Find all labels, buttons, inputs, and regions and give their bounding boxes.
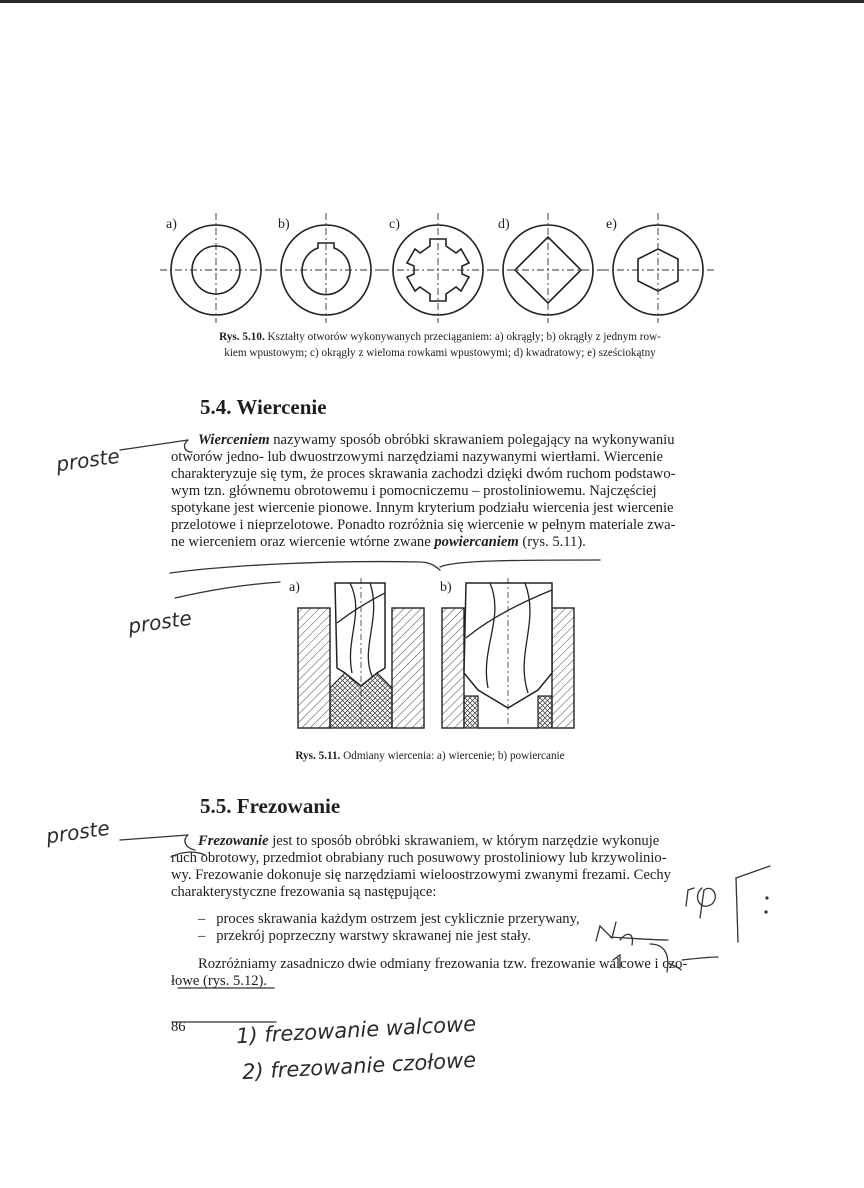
wiercenie-line-6: przelotowe i nieprzelotowe. Ponadto rozróżnia się wiercenie w pełnym materiale zwa-: [171, 517, 676, 533]
section-heading-frezowanie: 5.5. Frezowanie: [200, 794, 341, 818]
frezowanie-line-3: wy. Frezowanie dokonuje się narzędziami wieloostrzowymi zwanymi frezami. Cechy: [171, 867, 671, 883]
figure-5-11-caption-text: Odmiany wiercenia: a) wiercenie; b) powiercanie: [340, 750, 565, 762]
frezowanie-line-1: jest to sposób obróbki skrawaniem, w którym narzędzie wykonuje: [268, 833, 660, 849]
wiercenie-line-5: spotykane jest wiercenie pionowe. Innym kryterium podziału wiercenia jest wiercenie: [171, 500, 674, 516]
page-number: 86: [171, 1019, 186, 1035]
figure-5-10-caption-line-1: Kształty otworów wykonywanych przeciąganiem: a) okrągły; b) okrągły z jednym row-: [267, 331, 661, 343]
fig-label-c: c): [389, 217, 400, 232]
handwritten-note-2: proste: [126, 605, 194, 639]
fig-label-d: d): [498, 217, 510, 232]
figure-5-11-caption-number: Rys. 5.11.: [295, 750, 341, 762]
list-item: – proces skrawania każdym ostrzem jest cyklicznie przerywany,: [198, 911, 580, 927]
fig-label-reaming: b): [440, 580, 452, 595]
frezowanie-line-5: Rozróżniamy zasadniczo dwie odmiany frezowania tzw. frezowanie walcowe i czo-: [198, 956, 688, 972]
handwritten-note-1: proste: [54, 443, 122, 477]
fig-label-e: e): [606, 217, 617, 232]
handwritten-list-1: 1) frezowanie walcowe: [235, 1011, 477, 1049]
wiercenie-line-2: otworów jedno- lub dwuostrzowymi narzędziami nazywanymi wiertłami. Wiercenie: [171, 449, 663, 465]
figure-5-10-caption-line-2: kiem wpustowym; c) okrągły z wieloma rowkami wpustowymi; d) kwadratowy; e) sześciokątny: [224, 347, 656, 359]
term-frezowanie: Frezowanie: [198, 833, 269, 849]
term-wierceniem: Wierceniem: [198, 432, 270, 448]
wiercenie-line-3: charakteryzuje się tym, że proces skrawania zachodzi dzięki dwóm ruchom podstawo-: [171, 466, 676, 482]
frezowanie-line-4: charakterystyczne frezowania są następujące:: [171, 884, 437, 900]
fig-label-drilling: a): [289, 580, 300, 595]
frezowanie-line-2: ruch obrotowy, przedmiot obrabiany ruch posuwowy prostoliniowy lub krzywolinio-: [171, 850, 667, 866]
fig-label-b: b): [278, 217, 290, 232]
reference-rys-5-11: (rys. 5.11).: [518, 534, 586, 550]
wiercenie-line-1: nazywamy sposób obróbki skrawaniem polegający na wykonywaniu: [269, 432, 675, 448]
term-powiercaniem: powiercaniem: [434, 534, 519, 550]
list-item: – przekrój poprzeczny warstwy skrawanej nie jest stały.: [198, 928, 531, 944]
wiercenie-line-4: wym tzn. głównemu obrotowemu i pomocniczemu – prostoliniowemu. Najczęściej: [171, 483, 657, 499]
handwritten-list-2: 2) frezowanie czołowe: [241, 1047, 477, 1085]
wiercenie-line-7: ne wierceniem oraz wiercenie wtórne zwane: [171, 534, 435, 550]
frezowanie-line-6: łowe (rys. 5.12).: [171, 973, 268, 989]
handwritten-note-3: proste: [44, 815, 112, 849]
fig-label-a: a): [166, 217, 177, 232]
section-heading-wiercenie: 5.4. Wiercenie: [200, 395, 327, 419]
figure-5-10-caption-number: Rys. 5.10.: [219, 331, 265, 343]
